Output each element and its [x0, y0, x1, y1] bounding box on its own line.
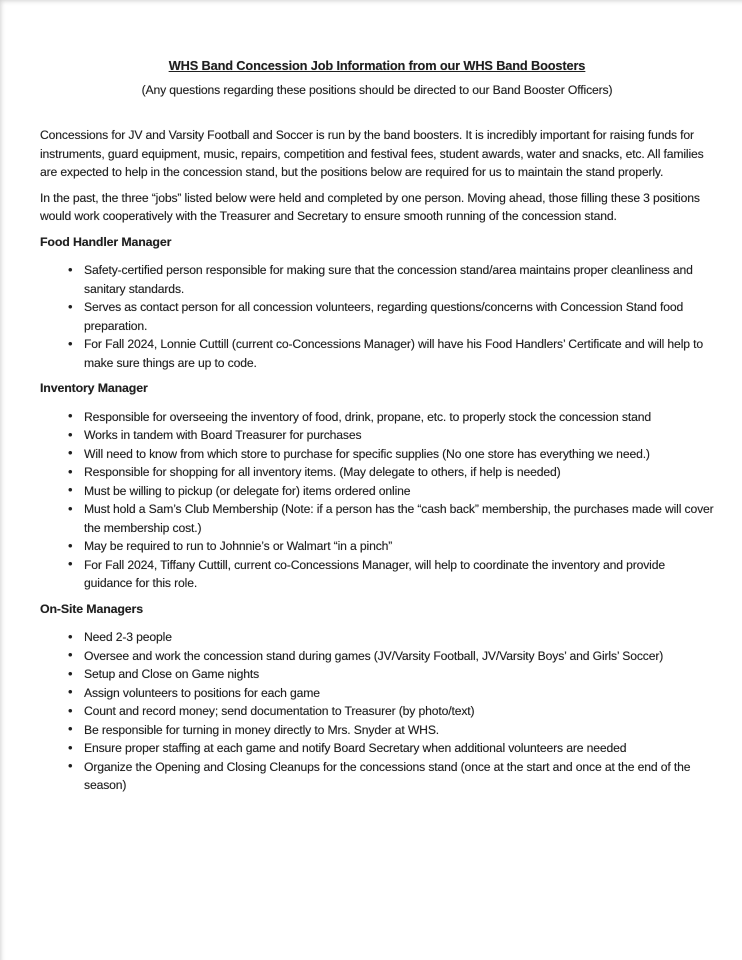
bullet-item: • Count and record money; send documentation to Treasurer (by photo/text) — [84, 702, 714, 721]
intro-paragraph: Concessions for JV and Varsity Football and Soccer is run by the band boosters. It is incredibly important for raising funds for instruments, guard equipment, music, repairs, competition and festival fees, student awards, water and snacks, etc. All families are expected to help in the concession stand, but the positions below are required for us to maintain the stand properly. — [40, 128, 704, 179]
intro-paragraph: In the past, the three “jobs” listed below were held and completed by one person. Moving ahead, those filling these 3 positions would work cooperatively with the Treasurer and Secretary to ensure smooth running of the concession stand. — [40, 190, 700, 223]
bullet-item: • Responsible for shopping for all inventory items. (May delegate to others, if help is needed) — [84, 463, 714, 482]
section-heading: Food Handler Manager — [40, 234, 172, 249]
bullet-item: • Need 2-3 people — [84, 628, 714, 647]
section-on-site-managers — [40, 600, 714, 795]
document-subtitle: (Any questions regarding these positions should be directed to our Band Booster Officers) — [141, 82, 613, 97]
section-inventory-manager — [40, 379, 714, 593]
bullet-item: • Oversee and work the concession stand during games (JV/Varsity Football, JV/Varsity Boys’ and Girls’ Soccer) — [84, 647, 714, 666]
bullet-item: • Assign volunteers to positions for each game — [84, 684, 714, 703]
bullet-item: • Will need to know from which store to purchase for specific supplies (No one store has everything we need.) — [84, 445, 714, 464]
bullet-item: • May be required to run to Johnnie’s or Walmart “in a pinch” — [84, 537, 714, 556]
bullet-item: • Responsible for overseeing the inventory of food, drink, propane, etc. to properly stock the concession stand — [84, 408, 714, 427]
bullet-item: • For Fall 2024, Lonnie Cuttill (current co-Concessions Manager) will have his Food Handlers’ Certificate and will help to make sure things are up to code. — [84, 335, 714, 372]
bullet-item: • Works in tandem with Board Treasurer for purchases — [84, 426, 714, 445]
bullet-item: • For Fall 2024, Tiffany Cuttill, current co-Concessions Manager, will help to coordinate the inventory and provide guidance for this role. — [84, 556, 714, 593]
bullet-item: • Be responsible for turning in money directly to Mrs. Snyder at WHS. — [84, 721, 714, 740]
section-food-handler-manager — [40, 233, 714, 373]
section-heading: Inventory Manager — [40, 381, 148, 395]
bullet-item: • Organize the Opening and Closing Cleanups for the concessions stand (once at the start and once at the end of the season) — [84, 758, 714, 795]
bullet-item: • Safety-certified person responsible for making sure that the concession stand/area maintains proper cleanliness and sanitary standards. — [84, 261, 714, 298]
bullet-item: • Serves as contact person for all concession volunteers, regarding questions/concerns with Concession Stand food preparation. — [84, 298, 714, 335]
document-title: WHS Band Concession Job Information from our WHS Band Boosters — [168, 58, 586, 73]
bullet-list — [40, 408, 714, 593]
bullet-item: • Must be willing to pickup (or delegate for) items ordered online — [84, 482, 714, 501]
section-heading: On-Site Managers — [40, 601, 143, 616]
bullet-item: • Ensure proper staffing at each game and notify Board Secretary when additional volunteers are needed — [84, 739, 714, 758]
bullet-item: • Must hold a Sam’s Club Membership (Note: if a person has the “cash back” membership, the purchases made will cover the membership cost.) — [84, 500, 714, 537]
bullet-list — [40, 261, 714, 372]
bullet-item: • Setup and Close on Game nights — [84, 665, 714, 684]
bullet-list — [40, 628, 714, 795]
